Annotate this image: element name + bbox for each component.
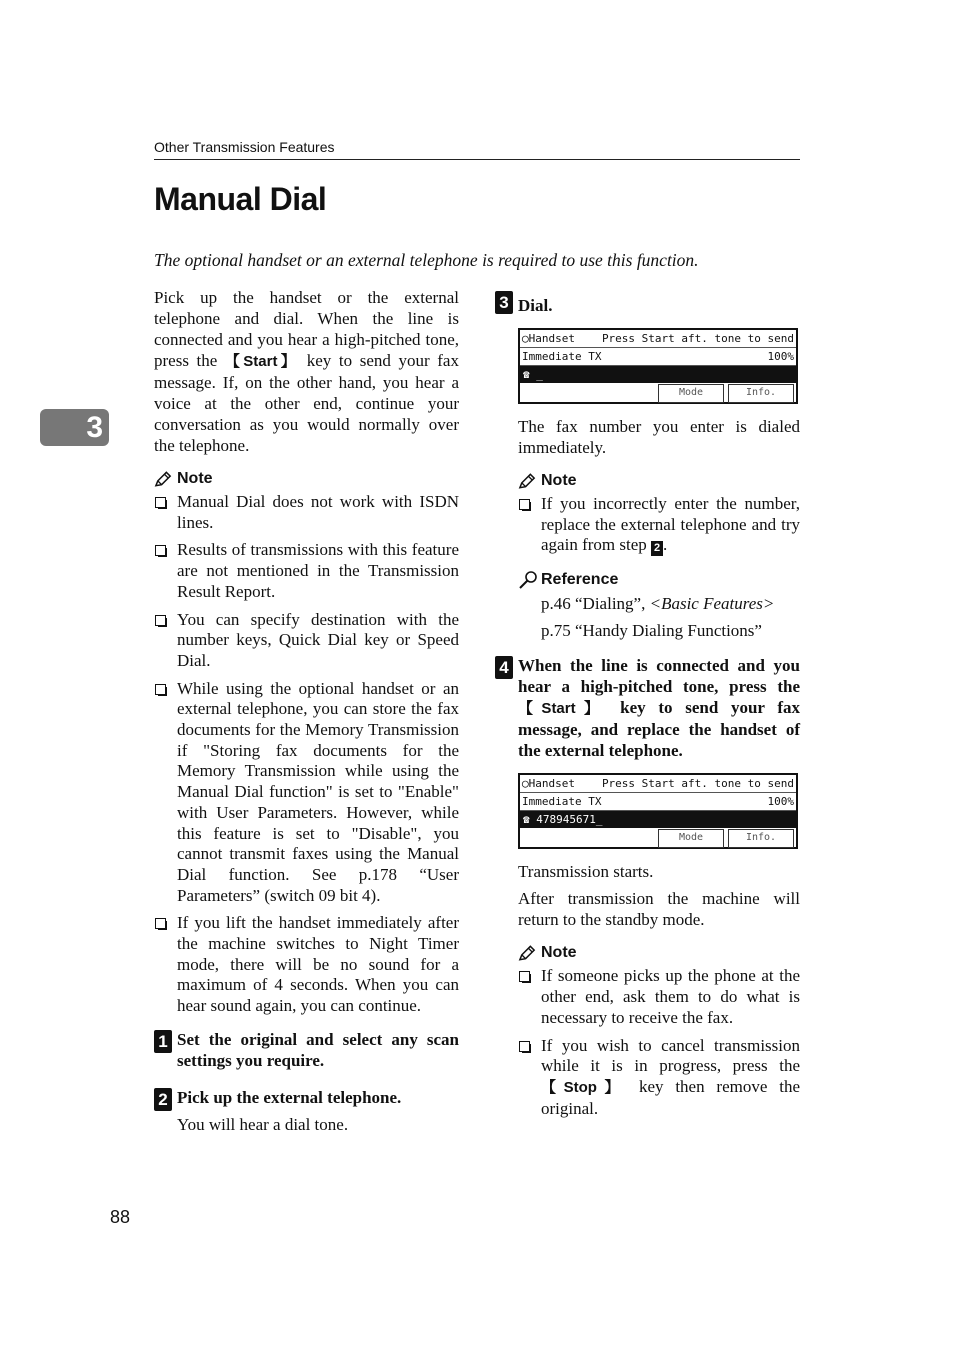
- checkbox-bullet-icon: [519, 1041, 530, 1052]
- list-item: [154, 610, 459, 672]
- reference-link-1[interactable]: [495, 593, 800, 614]
- intro-paragraph: [154, 287, 459, 456]
- note-text: Manual Dial does not work with ISDN lines.: [177, 492, 459, 532]
- step-number-1: 1: [154, 1030, 172, 1053]
- note-text: If you incorrectly enter the number, replace the external telephone and try again from step: [541, 494, 800, 555]
- checkbox-bullet-icon: [155, 615, 166, 626]
- lcd-text: Immediate TX: [522, 350, 602, 363]
- lcd-softkeys: [520, 383, 796, 402]
- lcd-text: ◯Handset: [522, 332, 575, 345]
- header-rule: [154, 159, 800, 160]
- chapter-tab: [40, 409, 109, 446]
- mode-softkey: Mode: [658, 829, 724, 848]
- info-softkey: Info.: [728, 829, 794, 848]
- step-4-text: When the line is connected and you hear a high-pitched tone, press the: [518, 656, 800, 697]
- step-1-title: Set the original and select any scan settings you require.: [177, 1029, 459, 1070]
- note-list: [154, 492, 459, 1017]
- list-item: [154, 679, 459, 907]
- step-4-text-end: key to send your fax message, and replace the handset of the external telephone.: [518, 698, 800, 761]
- lcd-input-row: ☎ _: [520, 366, 796, 383]
- lcd-row: [520, 793, 796, 811]
- note-text: If you wish to cancel transmission while it is in progress, press the: [541, 1035, 800, 1076]
- step-2-title: Pick up the external telephone.: [177, 1087, 402, 1107]
- reference-text: p.46 “Dialing”,: [541, 594, 646, 614]
- list-item: [518, 494, 800, 556]
- step-4-title: [518, 655, 800, 761]
- step-2-body: You will hear a dial tone.: [177, 1114, 349, 1134]
- step-3-body: The fax number you enter is dialed immediately.: [518, 417, 800, 457]
- step-number-3: 3: [495, 291, 513, 314]
- lcd-input-row: ☎ 478945671_: [520, 811, 796, 828]
- lcd-display-2: [518, 773, 798, 849]
- note-text: Results of transmissions with this feature are not mentioned in the Transmission Result Report.: [177, 540, 459, 601]
- step-ref-icon: 2: [651, 541, 663, 556]
- lcd-text: 100%: [767, 350, 794, 363]
- pencil-icon: [154, 470, 173, 488]
- list-item: [518, 1036, 800, 1120]
- lcd-display-1: [518, 328, 798, 404]
- list-item: [518, 966, 800, 1028]
- start-key: 【Start】: [224, 353, 300, 370]
- note-label: Note: [541, 472, 577, 489]
- lcd-row: [520, 330, 796, 348]
- checkbox-bullet-icon: [519, 971, 530, 982]
- note-list: [518, 494, 800, 556]
- list-item: [154, 913, 459, 1017]
- step-3-title: Dial.: [518, 296, 553, 315]
- running-header: Other Transmission Features: [154, 139, 335, 155]
- lcd-softkeys: [520, 828, 796, 847]
- note-heading: [154, 470, 459, 488]
- note-label: Note: [541, 944, 577, 962]
- step-3: [495, 290, 800, 316]
- step-2: [154, 1087, 459, 1135]
- page-title: Manual Dial: [154, 181, 327, 217]
- magnifier-icon: [518, 570, 538, 589]
- note-text: While using the optional handset or an external telephone, you can store the fax documents for the Memory Transmission if "Storing fax documents for the Memory Transmission while using the Manual Dial function" is set to "Enable" with User Parameters. However, while this feature is set to "Disable", you cannot transmit faxes using the Manual Dial function. See p.178 “User Parameters” (switch 09 bit 4).: [177, 678, 459, 905]
- note-list: [518, 966, 800, 1119]
- step-number-4: 4: [495, 656, 513, 679]
- checkbox-bullet-icon: [519, 499, 530, 510]
- lcd-text: 100%: [767, 795, 794, 809]
- step-4: [495, 655, 800, 761]
- note-heading: [518, 944, 800, 962]
- paragraph-text-end: key to send your fax message. If, on the other hand, you hear a voice at the other end, continue your conversation as you would normally over the telephone.: [154, 351, 459, 455]
- reference-label: Reference: [541, 570, 619, 588]
- note-text: You can specify destination with the number keys, Quick Dial key or Speed Dial.: [177, 609, 459, 670]
- start-key: 【Start】: [518, 700, 608, 718]
- step-1: [154, 1029, 459, 1071]
- intro-text: The optional handset or an external telephone is required to use this function.: [154, 250, 699, 270]
- reference-book: <Basic Features>: [649, 594, 775, 614]
- lcd-text: Press Start aft. tone to send: [601, 777, 794, 791]
- page-number: 88: [110, 1207, 131, 1227]
- note-text-end: .: [663, 535, 668, 555]
- pencil-icon: [518, 472, 537, 490]
- step-4-body-2: After transmission the machine will return to the standby mode.: [518, 889, 800, 930]
- chapter-number: 3: [86, 411, 103, 444]
- info-softkey: Info.: [728, 384, 794, 403]
- note-text: If you lift the handset immediately after the machine switches to Night Timer mode, there will be no sound for a maximum of 4 seconds. When you can hear sound again, you can continue.: [177, 913, 459, 1016]
- right-column: [495, 290, 800, 1126]
- reference-heading: [518, 570, 800, 589]
- paragraph-text: Pick up the handset or the external telephone and dial. When the line is connected and you hear a high-pitched tone, press the: [154, 288, 459, 370]
- lcd-text: Immediate TX: [522, 795, 602, 809]
- stop-key: 【Stop】: [541, 1078, 628, 1096]
- left-column: [154, 287, 459, 1135]
- step-number-2: 2: [154, 1088, 172, 1111]
- note-text-end: key then remove the original.: [541, 1076, 801, 1118]
- lcd-row: [520, 775, 796, 793]
- list-item: [154, 540, 459, 602]
- reference-link-2[interactable]: p.75 “Handy Dialing Functions”: [541, 621, 762, 641]
- checkbox-bullet-icon: [155, 918, 166, 929]
- checkbox-bullet-icon: [155, 545, 166, 556]
- lcd-text: ◯Handset: [522, 777, 575, 791]
- step-4-body-1: Transmission starts.: [518, 862, 654, 882]
- checkbox-bullet-icon: [155, 684, 166, 695]
- lcd-row: [520, 348, 796, 366]
- pencil-icon: [518, 944, 537, 962]
- note-label: Note: [177, 470, 213, 487]
- list-item: [154, 492, 459, 533]
- note-text: If someone picks up the phone at the other end, ask them to do what is necessary to receive the fax.: [541, 966, 800, 1027]
- mode-softkey: Mode: [658, 384, 724, 403]
- checkbox-bullet-icon: [155, 497, 166, 508]
- lcd-text: Press Start aft. tone to send: [601, 332, 794, 345]
- note-heading: [518, 472, 800, 490]
